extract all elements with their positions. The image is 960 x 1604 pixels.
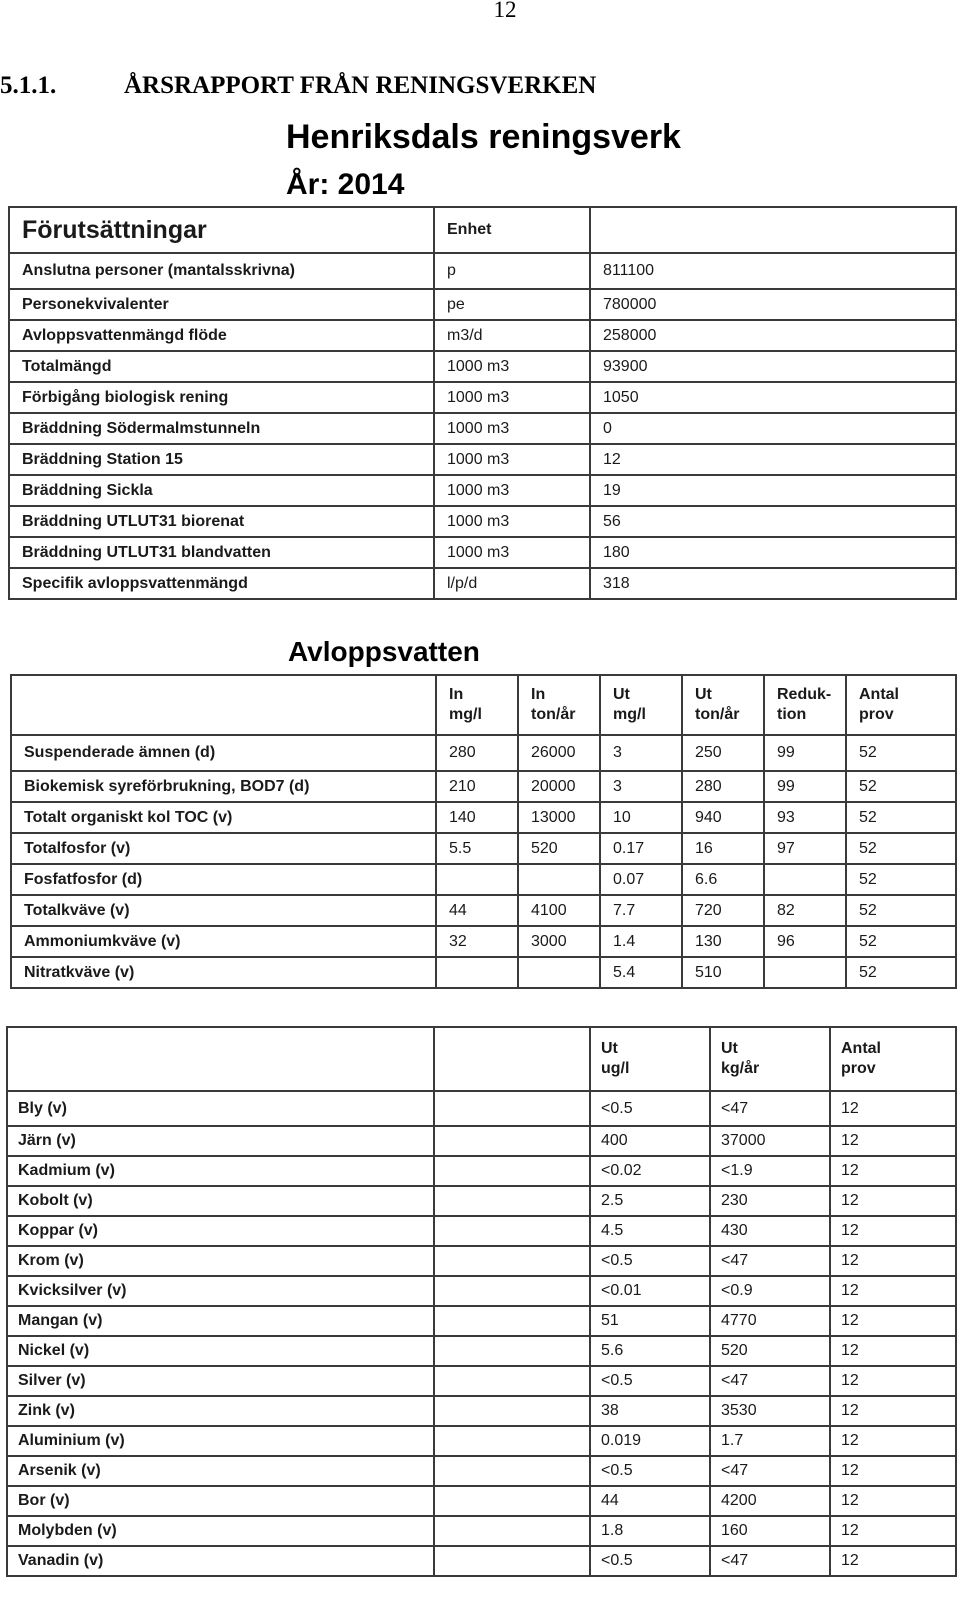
row-value: 4770 [710,1306,830,1336]
row-value: 52 [846,895,956,926]
row-value: 52 [846,957,956,988]
row-value: 1.8 [590,1516,710,1546]
table-row [7,1216,956,1246]
section-heading [0,72,596,100]
row-value: 20000 [518,771,600,802]
empty-cell [434,1126,590,1156]
empty-cell [434,1456,590,1486]
row-value: 10 [600,802,682,833]
table-row [9,320,956,351]
row-value: 250 [682,735,764,771]
header-line: Ut [721,1040,738,1057]
row-unit: p [434,253,590,289]
row-label: Bräddning UTLUT31 biorenat [9,506,434,537]
header-line: Reduk- [777,686,832,703]
row-value: 520 [518,833,600,864]
row-value: 0 [590,413,956,444]
row-value: 97 [764,833,846,864]
table-row [7,1186,956,1216]
row-value: 99 [764,735,846,771]
report-title: Henriksdals reningsverk [286,118,681,156]
row-label: Krom (v) [7,1246,434,1276]
row-label: Järn (v) [7,1126,434,1156]
empty-cell [434,1396,590,1426]
row-value: 0.07 [600,864,682,895]
header-line: Ut [601,1040,618,1057]
row-value: 26000 [518,735,600,771]
table-row [7,1246,956,1276]
table-row [11,735,956,771]
row-label: Kobolt (v) [7,1186,434,1216]
row-value: <0.5 [590,1456,710,1486]
row-label: Vanadin (v) [7,1546,434,1576]
row-value: 7.7 [600,895,682,926]
row-label: Totalmängd [9,351,434,382]
row-value: 3000 [518,926,600,957]
empty-cell [434,1426,590,1456]
row-value: 811100 [590,253,956,289]
row-value: 12 [830,1366,956,1396]
row-label: Bly (v) [7,1091,434,1126]
row-value: 52 [846,802,956,833]
table-header-row [11,675,956,735]
row-value: <0.5 [590,1246,710,1276]
header-line: Antal [841,1040,881,1057]
table-row [9,413,956,444]
row-value: <0.9 [710,1276,830,1306]
row-value: <47 [710,1456,830,1486]
row-value: 0.019 [590,1426,710,1456]
row-value [518,957,600,988]
row-value: 12 [590,444,956,475]
row-value: 44 [436,895,518,926]
table-row [11,926,956,957]
row-value: <0.5 [590,1091,710,1126]
row-value: 230 [710,1186,830,1216]
row-label: Bräddning Sickla [9,475,434,506]
avloppsvatten-table [10,674,957,989]
row-value: 56 [590,506,956,537]
header-line: Antal [859,686,899,703]
row-value: 258000 [590,320,956,351]
row-value: 12 [830,1486,956,1516]
table-row [9,537,956,568]
row-value [764,864,846,895]
row-value: 12 [830,1336,956,1366]
table-row [11,895,956,926]
header-line: ton/år [531,706,576,723]
row-label: Bor (v) [7,1486,434,1516]
row-value: 3 [600,771,682,802]
header-line: prov [841,1060,876,1077]
row-value: 12 [830,1426,956,1456]
row-value: 4200 [710,1486,830,1516]
row-label: Specifik avloppsvattenmängd [9,568,434,599]
column-header [764,675,846,735]
empty-header-cell [434,1027,590,1091]
row-unit: 1000 m3 [434,351,590,382]
row-value: <0.02 [590,1156,710,1186]
row-unit: 1000 m3 [434,506,590,537]
forutsattningar-title: Förutsättningar [9,207,434,253]
row-value: 3 [600,735,682,771]
row-value: 160 [710,1516,830,1546]
row-value: 280 [436,735,518,771]
row-value: 52 [846,771,956,802]
row-value: 32 [436,926,518,957]
table-row [7,1366,956,1396]
row-value: <1.9 [710,1156,830,1186]
row-label: Förbigång biologisk rening [9,382,434,413]
table-row [11,957,956,988]
row-value: <0.5 [590,1546,710,1576]
row-value: 5.5 [436,833,518,864]
empty-cell [434,1546,590,1576]
row-value: 52 [846,864,956,895]
row-label: Mangan (v) [7,1306,434,1336]
empty-cell [434,1156,590,1186]
row-value: 93 [764,802,846,833]
row-label: Personekvivalenter [9,289,434,320]
empty-cell [434,1306,590,1336]
table-row [9,475,956,506]
row-value: 2.5 [590,1186,710,1216]
row-value: 44 [590,1486,710,1516]
row-value [436,957,518,988]
row-value: 12 [830,1276,956,1306]
column-header [846,675,956,735]
row-value: 4100 [518,895,600,926]
row-unit: l/p/d [434,568,590,599]
row-label: Ammoniumkväve (v) [11,926,436,957]
row-value: 12 [830,1306,956,1336]
section-number: 5.1.1. [0,72,57,99]
empty-cell [434,1091,590,1126]
table-row [7,1306,956,1336]
row-value: 51 [590,1306,710,1336]
row-value: <47 [710,1246,830,1276]
header-line: ug/l [601,1060,630,1077]
row-value: 720 [682,895,764,926]
row-unit: 1000 m3 [434,537,590,568]
table-row [11,802,956,833]
table-row [9,351,956,382]
table-row [11,771,956,802]
table-row [11,833,956,864]
table-row [7,1396,956,1426]
row-value: 940 [682,802,764,833]
row-value [764,957,846,988]
table-header-row [7,1027,956,1091]
table-row [7,1276,956,1306]
column-header [518,675,600,735]
row-value: 400 [590,1126,710,1156]
empty-cell [434,1186,590,1216]
header-line: ton/år [695,706,740,723]
column-header [590,1027,710,1091]
row-unit: 1000 m3 [434,444,590,475]
row-label: Arsenik (v) [7,1456,434,1486]
table-row [7,1156,956,1186]
row-label: Totalt organiskt kol TOC (v) [11,802,436,833]
row-unit: m3/d [434,320,590,351]
row-label: Totalfosfor (v) [11,833,436,864]
report-year: År: 2014 [286,168,405,201]
row-value: 510 [682,957,764,988]
row-label: Totalkväve (v) [11,895,436,926]
row-label: Fosfatfosfor (d) [11,864,436,895]
row-value: <0.01 [590,1276,710,1306]
row-value: 1.7 [710,1426,830,1456]
column-header [436,675,518,735]
row-label: Nitratkväve (v) [11,957,436,988]
row-value: 1050 [590,382,956,413]
row-value: 37000 [710,1126,830,1156]
table-row [7,1546,956,1576]
row-unit: 1000 m3 [434,382,590,413]
forutsattningar-table [8,206,957,600]
table-row [11,864,956,895]
section-title: ÅRSRAPPORT FRÅN RENINGSVERKEN [124,72,597,99]
row-value: 1.4 [600,926,682,957]
empty-cell [434,1216,590,1246]
table-header-row [9,207,956,253]
row-value: <47 [710,1366,830,1396]
table-row [7,1516,956,1546]
row-label: Bräddning Station 15 [9,444,434,475]
header-line: In [531,686,546,703]
column-header [830,1027,956,1091]
header-line: mg/l [613,706,646,723]
row-value: 12 [830,1246,956,1276]
row-value: 210 [436,771,518,802]
row-value: <0.5 [590,1366,710,1396]
row-label: Bräddning Södermalmstunneln [9,413,434,444]
header-line: kg/år [721,1060,760,1077]
row-value: 280 [682,771,764,802]
table-row [7,1426,956,1456]
row-value: 38 [590,1396,710,1426]
row-value: 12 [830,1186,956,1216]
row-value: 19 [590,475,956,506]
row-value: 12 [830,1126,956,1156]
header-line: In [449,686,464,703]
row-label: Avloppsvattenmängd flöde [9,320,434,351]
table-row [9,444,956,475]
empty-cell [434,1486,590,1516]
empty-header-cell [11,675,436,735]
header-line: prov [859,706,894,723]
empty-cell [434,1276,590,1306]
avloppsvatten-title: Avloppsvatten [288,636,480,667]
row-value: 140 [436,802,518,833]
row-value: 93900 [590,351,956,382]
table-row [9,382,956,413]
row-label: Kadmium (v) [7,1156,434,1186]
row-value: 99 [764,771,846,802]
empty-cell [434,1516,590,1546]
row-value: 12 [830,1396,956,1426]
row-value: 180 [590,537,956,568]
row-value: 130 [682,926,764,957]
empty-cell [434,1366,590,1396]
row-unit: pe [434,289,590,320]
row-value: 6.6 [682,864,764,895]
row-label: Anslutna personer (mantalsskrivna) [9,253,434,289]
empty-cell [434,1246,590,1276]
table-row [7,1336,956,1366]
row-value [518,864,600,895]
row-value: 520 [710,1336,830,1366]
row-value: 12 [830,1156,956,1186]
row-value: 12 [830,1216,956,1246]
header-line: tion [777,706,807,723]
row-value: 5.4 [600,957,682,988]
row-value: 4.5 [590,1216,710,1246]
row-value: 3530 [710,1396,830,1426]
row-label: Biokemisk syreförbrukning, BOD7 (d) [11,771,436,802]
page-number: 12 [493,0,517,22]
header-line: mg/l [449,706,482,723]
table-row [9,289,956,320]
empty-header-cell [7,1027,434,1091]
row-value: 82 [764,895,846,926]
table-row [9,253,956,289]
row-label: Silver (v) [7,1366,434,1396]
row-label: Suspenderade ämnen (d) [11,735,436,771]
row-value: 96 [764,926,846,957]
table-row [7,1456,956,1486]
table-row [7,1091,956,1126]
column-header [600,675,682,735]
table-row [7,1126,956,1156]
row-label: Bräddning UTLUT31 blandvatten [9,537,434,568]
row-label: Aluminium (v) [7,1426,434,1456]
row-unit: 1000 m3 [434,413,590,444]
table-row [7,1486,956,1516]
row-value: 52 [846,926,956,957]
empty-cell [434,1336,590,1366]
row-value: 52 [846,735,956,771]
row-value: 5.6 [590,1336,710,1366]
table-row [9,568,956,599]
row-value: 52 [846,833,956,864]
table-row [9,506,956,537]
row-value: 12 [830,1546,956,1576]
row-unit: 1000 m3 [434,475,590,506]
header-line: Ut [695,686,712,703]
row-value: <47 [710,1091,830,1126]
row-value [436,864,518,895]
column-header [710,1027,830,1091]
row-value: 13000 [518,802,600,833]
row-label: Kvicksilver (v) [7,1276,434,1306]
row-value: 430 [710,1216,830,1246]
empty-header-cell [590,207,956,253]
row-label: Koppar (v) [7,1216,434,1246]
row-value: 780000 [590,289,956,320]
row-value: 12 [830,1091,956,1126]
row-value: 16 [682,833,764,864]
row-value: 12 [830,1516,956,1546]
header-line: Ut [613,686,630,703]
row-label: Nickel (v) [7,1336,434,1366]
row-label: Zink (v) [7,1396,434,1426]
row-label: Molybden (v) [7,1516,434,1546]
row-value: 12 [830,1456,956,1486]
row-value: 318 [590,568,956,599]
row-value: <47 [710,1546,830,1576]
unit-header: Enhet [434,207,590,253]
metaller-table [6,1026,957,1577]
column-header [682,675,764,735]
row-value: 0.17 [600,833,682,864]
